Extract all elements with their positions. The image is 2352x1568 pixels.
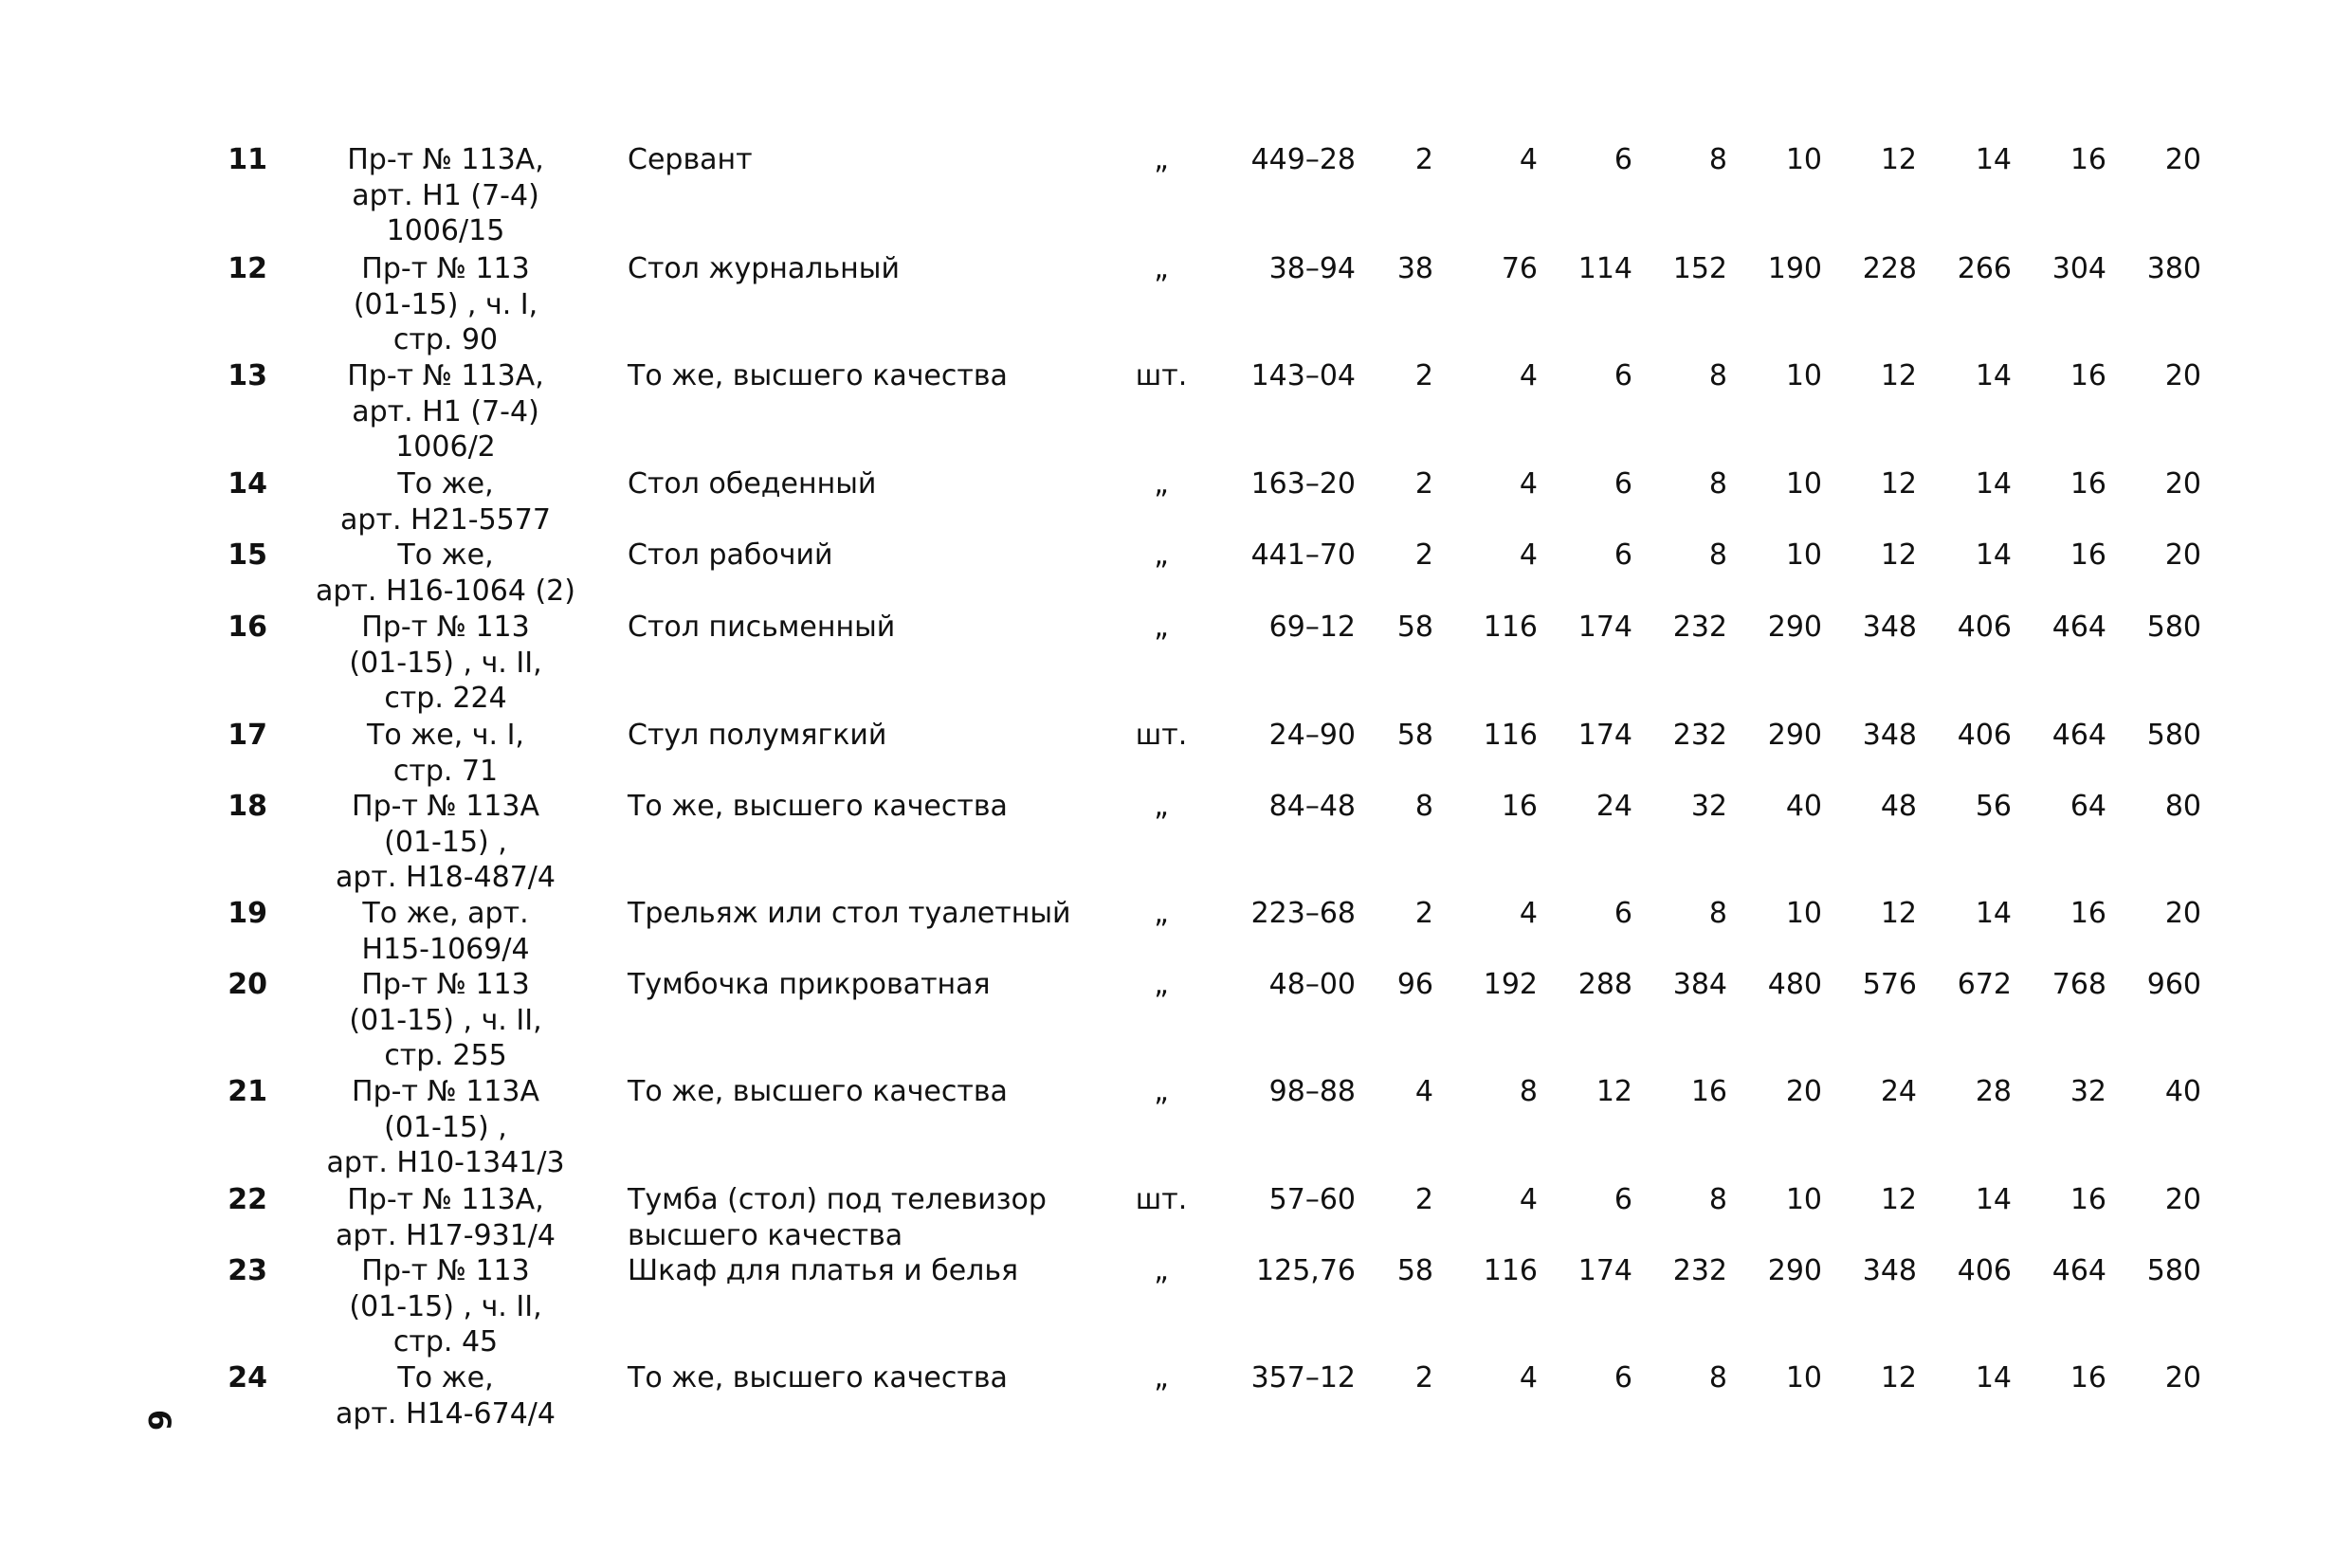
reference-cell — [303, 466, 588, 538]
quantity-cell: 14 — [1975, 143, 2012, 176]
quantity-cell: 6 — [1614, 143, 1632, 176]
price-cell: 163–20 — [1250, 467, 1356, 501]
price-cell: 57–60 — [1268, 1183, 1356, 1216]
quantity-cell: 28 — [1975, 1075, 2012, 1108]
quantity-cell: 8 — [1414, 790, 1433, 823]
quantity-cell: 232 — [1672, 719, 1727, 752]
unit-cell: „ — [1154, 252, 1169, 285]
unit-cell: „ — [1154, 611, 1169, 644]
quantity-cell: 8 — [1708, 143, 1727, 176]
reference-line: (01-15) , ч. I, — [353, 287, 538, 321]
price-cell: 357–12 — [1250, 1361, 1356, 1395]
reference-line: То же, арт. — [362, 897, 529, 930]
item-name-line: Стул полумягкий — [628, 719, 887, 752]
price-cell: 223–68 — [1250, 897, 1356, 930]
quantity-cell: 192 — [1483, 968, 1538, 1001]
quantity-cell: 14 — [1975, 1361, 2012, 1395]
reference-line: арт. Н18-487/4 — [336, 861, 556, 894]
reference-cell — [303, 538, 588, 609]
reference-line: Пр-т № 113А, — [347, 1183, 544, 1216]
item-name-cell — [628, 1074, 1083, 1110]
item-name-cell — [628, 718, 1083, 754]
quantity-cell: 14 — [1975, 1183, 2012, 1216]
item-name-line: То же, высшего качества — [628, 790, 1008, 823]
quantity-cell: 768 — [2051, 968, 2106, 1001]
quantity-cell: 232 — [1672, 1254, 1727, 1287]
quantity-cell: 58 — [1396, 719, 1433, 752]
quantity-cell: 290 — [1767, 611, 1822, 644]
quantity-cell: 20 — [2164, 897, 2201, 930]
item-name-cell — [628, 896, 1083, 932]
row-number: 22 — [228, 1183, 267, 1216]
row-number: 21 — [228, 1075, 267, 1108]
reference-cell — [303, 896, 588, 967]
quantity-cell: 6 — [1614, 359, 1632, 392]
quantity-cell: 6 — [1614, 897, 1632, 930]
row-number: 20 — [228, 968, 267, 1001]
reference-line: Пр-т № 113 — [361, 611, 530, 644]
quantity-cell: 228 — [1862, 252, 1917, 285]
price-cell: 84–48 — [1268, 790, 1356, 823]
quantity-cell: 266 — [1957, 252, 2012, 285]
quantity-cell: 32 — [1690, 790, 1727, 823]
quantity-cell: 20 — [2164, 1361, 2201, 1395]
quantity-cell: 290 — [1767, 1254, 1822, 1287]
row-number: 15 — [228, 538, 267, 572]
item-name-cell — [628, 1253, 1083, 1289]
reference-cell — [303, 358, 588, 465]
quantity-cell: 24 — [1595, 790, 1632, 823]
quantity-cell: 6 — [1614, 538, 1632, 572]
item-name-cell — [628, 142, 1083, 178]
quantity-cell: 8 — [1708, 467, 1727, 501]
item-name-line: Стол обеденный — [628, 467, 877, 501]
unit-cell: „ — [1154, 143, 1169, 176]
reference-cell — [303, 251, 588, 358]
quantity-cell: 12 — [1880, 1183, 1917, 1216]
price-cell: 449–28 — [1250, 143, 1356, 176]
quantity-cell: 12 — [1880, 538, 1917, 572]
quantity-cell: 14 — [1975, 467, 2012, 501]
reference-line: стр. 255 — [384, 1039, 507, 1072]
quantity-cell: 10 — [1785, 467, 1822, 501]
reference-cell — [303, 1253, 588, 1360]
unit-cell: „ — [1154, 1075, 1169, 1108]
reference-line: арт. Н1 (7-4) — [352, 178, 539, 212]
row-number: 17 — [228, 719, 267, 752]
quantity-cell: 76 — [1501, 252, 1538, 285]
quantity-cell: 232 — [1672, 611, 1727, 644]
item-name-cell — [628, 538, 1083, 574]
quantity-cell: 14 — [1975, 538, 2012, 572]
price-cell: 98–88 — [1268, 1075, 1356, 1108]
item-name-line: Стол рабочий — [628, 538, 833, 572]
item-name-line: высшего качества — [628, 1218, 903, 1252]
item-name-line: Тумба (стол) под телевизор — [628, 1183, 1047, 1216]
quantity-cell: 40 — [1785, 790, 1822, 823]
quantity-cell: 20 — [2164, 538, 2201, 572]
quantity-cell: 406 — [1957, 611, 2012, 644]
quantity-cell: 348 — [1862, 1254, 1917, 1287]
quantity-cell: 12 — [1595, 1075, 1632, 1108]
quantity-cell: 16 — [1690, 1075, 1727, 1108]
quantity-cell: 2 — [1414, 143, 1433, 176]
quantity-cell: 174 — [1577, 719, 1632, 752]
quantity-cell: 24 — [1880, 1075, 1917, 1108]
reference-line: арт. Н16-1064 (2) — [316, 574, 575, 608]
reference-line: То же, — [397, 467, 494, 501]
reference-line: То же, ч. I, — [367, 719, 524, 752]
reference-cell — [303, 1074, 588, 1181]
reference-cell — [303, 718, 588, 789]
row-number: 24 — [228, 1361, 267, 1395]
quantity-cell: 464 — [2051, 719, 2106, 752]
quantity-cell: 20 — [2164, 1183, 2201, 1216]
reference-line: Пр-т № 113А, — [347, 143, 544, 176]
quantity-cell: 6 — [1614, 467, 1632, 501]
reference-cell — [303, 967, 588, 1074]
quantity-cell: 10 — [1785, 1183, 1822, 1216]
quantity-cell: 16 — [1501, 790, 1538, 823]
quantity-cell: 152 — [1672, 252, 1727, 285]
unit-cell: „ — [1154, 968, 1169, 1001]
quantity-cell: 464 — [2051, 1254, 2106, 1287]
quantity-cell: 10 — [1785, 538, 1822, 572]
quantity-cell: 4 — [1519, 897, 1538, 930]
quantity-cell: 290 — [1767, 719, 1822, 752]
item-name-line: То же, высшего качества — [628, 359, 1008, 392]
item-name-line: Стол журнальный — [628, 252, 900, 285]
item-name-line: Сервант — [628, 143, 753, 176]
price-cell: 69–12 — [1268, 611, 1356, 644]
quantity-cell: 6 — [1614, 1361, 1632, 1395]
quantity-cell: 8 — [1708, 1361, 1727, 1395]
reference-line: (01-15) , ч. II, — [349, 1003, 542, 1037]
unit-cell: „ — [1154, 467, 1169, 501]
quantity-cell: 10 — [1785, 359, 1822, 392]
quantity-cell: 12 — [1880, 359, 1917, 392]
quantity-cell: 10 — [1785, 1361, 1822, 1395]
quantity-cell: 2 — [1414, 1361, 1433, 1395]
quantity-cell: 116 — [1483, 719, 1538, 752]
quantity-cell: 580 — [2146, 611, 2201, 644]
quantity-cell: 288 — [1577, 968, 1632, 1001]
item-name-cell — [628, 967, 1083, 1003]
quantity-cell: 480 — [1767, 968, 1822, 1001]
quantity-cell: 8 — [1708, 1183, 1727, 1216]
unit-cell: шт. — [1135, 719, 1188, 752]
quantity-cell: 4 — [1519, 143, 1538, 176]
quantity-cell: 16 — [2069, 359, 2106, 392]
row-number: 14 — [228, 467, 267, 501]
quantity-cell: 96 — [1396, 968, 1433, 1001]
quantity-cell: 64 — [2069, 790, 2106, 823]
quantity-cell: 20 — [2164, 143, 2201, 176]
price-cell: 143–04 — [1250, 359, 1356, 392]
reference-line: арт. Н17-931/4 — [336, 1218, 556, 1252]
quantity-cell: 56 — [1975, 790, 2012, 823]
quantity-cell: 580 — [2146, 719, 2201, 752]
quantity-cell: 380 — [2146, 252, 2201, 285]
reference-line: То же, — [397, 538, 494, 572]
reference-line: 1006/2 — [395, 430, 496, 464]
quantity-cell: 20 — [2164, 359, 2201, 392]
item-name-cell — [628, 789, 1083, 825]
quantity-cell: 16 — [2069, 1361, 2106, 1395]
reference-line: стр. 45 — [392, 1325, 499, 1358]
unit-cell: шт. — [1135, 1183, 1188, 1216]
quantity-cell: 12 — [1880, 143, 1917, 176]
reference-cell — [303, 1182, 588, 1253]
reference-line: стр. 224 — [384, 682, 507, 715]
item-name-cell — [628, 358, 1083, 394]
row-number: 18 — [228, 790, 267, 823]
quantity-cell: 4 — [1519, 1361, 1538, 1395]
quantity-cell: 58 — [1396, 611, 1433, 644]
quantity-cell: 4 — [1414, 1075, 1433, 1108]
price-cell: 38–94 — [1268, 252, 1356, 285]
quantity-cell: 10 — [1785, 143, 1822, 176]
quantity-cell: 4 — [1519, 1183, 1538, 1216]
quantity-cell: 464 — [2051, 611, 2106, 644]
unit-cell: „ — [1154, 538, 1169, 572]
quantity-cell: 8 — [1708, 359, 1727, 392]
reference-cell — [303, 1360, 588, 1431]
item-name-line: Стол письменный — [628, 611, 896, 644]
quantity-cell: 8 — [1708, 538, 1727, 572]
row-number: 13 — [228, 359, 267, 392]
reference-line: арт. Н21-5577 — [340, 502, 551, 537]
reference-line: (01-15) , — [384, 1110, 507, 1144]
row-number: 11 — [228, 143, 267, 176]
price-cell: 24–90 — [1268, 719, 1356, 752]
quantity-cell: 2 — [1414, 467, 1433, 501]
reference-cell — [303, 789, 588, 896]
unit-cell: „ — [1154, 1361, 1169, 1395]
quantity-cell: 12 — [1880, 1361, 1917, 1395]
quantity-cell: 672 — [1957, 968, 2012, 1001]
quantity-cell: 80 — [2164, 790, 2201, 823]
price-cell: 441–70 — [1250, 538, 1356, 572]
quantity-cell: 12 — [1880, 467, 1917, 501]
page-number: 6 — [141, 1409, 177, 1431]
quantity-cell: 20 — [1785, 1075, 1822, 1108]
quantity-cell: 14 — [1975, 897, 2012, 930]
quantity-cell: 4 — [1519, 538, 1538, 572]
item-name-line: Шкаф для платья и белья — [628, 1254, 1019, 1287]
row-number: 16 — [228, 611, 267, 644]
quantity-cell: 8 — [1519, 1075, 1538, 1108]
reference-line: (01-15) , — [384, 825, 507, 859]
reference-line: (01-15) , ч. II, — [349, 1289, 542, 1323]
quantity-cell: 10 — [1785, 897, 1822, 930]
quantity-cell: 2 — [1414, 359, 1433, 392]
quantity-cell: 116 — [1483, 1254, 1538, 1287]
quantity-cell: 2 — [1414, 897, 1433, 930]
reference-cell — [303, 142, 588, 249]
quantity-cell: 174 — [1577, 1254, 1632, 1287]
quantity-cell: 48 — [1880, 790, 1917, 823]
reference-line: стр. 71 — [392, 754, 499, 788]
reference-line: Пр-т № 113 — [361, 1254, 530, 1287]
unit-cell: „ — [1154, 790, 1169, 823]
reference-line: 1006/15 — [386, 214, 505, 247]
item-name-line: То же, высшего качества — [628, 1075, 1008, 1108]
item-name-cell — [628, 1182, 1083, 1253]
reference-line: арт. Н10-1341/3 — [326, 1146, 565, 1179]
unit-cell: „ — [1154, 1254, 1169, 1287]
row-number: 12 — [228, 252, 267, 285]
quantity-cell: 6 — [1614, 1183, 1632, 1216]
item-name-line: Тумбочка прикроватная — [628, 968, 991, 1001]
price-cell: 48–00 — [1268, 968, 1356, 1001]
quantity-cell: 32 — [2069, 1075, 2106, 1108]
quantity-cell: 16 — [2069, 467, 2106, 501]
quantity-cell: 58 — [1396, 1254, 1433, 1287]
reference-line: То же, — [397, 1361, 494, 1395]
item-name-cell — [628, 251, 1083, 287]
quantity-cell: 960 — [2146, 968, 2201, 1001]
quantity-cell: 38 — [1396, 252, 1433, 285]
quantity-cell: 114 — [1577, 252, 1632, 285]
quantity-cell: 2 — [1414, 1183, 1433, 1216]
reference-line: (01-15) , ч. II, — [349, 646, 542, 680]
quantity-cell: 190 — [1767, 252, 1822, 285]
reference-line: стр. 90 — [392, 323, 499, 356]
quantity-cell: 20 — [2164, 467, 2201, 501]
quantity-cell: 174 — [1577, 611, 1632, 644]
quantity-cell: 576 — [1862, 968, 1917, 1001]
quantity-cell: 406 — [1957, 1254, 2012, 1287]
item-name-cell — [628, 1360, 1083, 1396]
reference-line: Н15-1069/4 — [361, 932, 530, 966]
quantity-cell: 4 — [1519, 467, 1538, 501]
price-cell: 125,76 — [1256, 1254, 1356, 1287]
quantity-cell: 4 — [1519, 359, 1538, 392]
reference-line: Пр-т № 113А — [352, 1075, 539, 1108]
unit-cell: „ — [1154, 897, 1169, 930]
item-name-cell — [628, 466, 1083, 502]
item-name-line: Трельяж или стол туалетный — [628, 897, 1071, 930]
quantity-cell: 16 — [2069, 143, 2106, 176]
reference-line: Пр-т № 113 — [361, 968, 530, 1001]
quantity-cell: 12 — [1880, 897, 1917, 930]
reference-line: Пр-т № 113А, — [347, 359, 544, 392]
reference-cell — [303, 610, 588, 717]
quantity-cell: 16 — [2069, 1183, 2106, 1216]
quantity-cell: 2 — [1414, 538, 1433, 572]
quantity-cell: 580 — [2146, 1254, 2201, 1287]
quantity-cell: 348 — [1862, 719, 1917, 752]
quantity-cell: 384 — [1672, 968, 1727, 1001]
unit-cell: шт. — [1135, 359, 1188, 392]
quantity-cell: 348 — [1862, 611, 1917, 644]
quantity-cell: 40 — [2164, 1075, 2201, 1108]
row-number: 19 — [228, 897, 267, 930]
reference-line: Пр-т № 113 — [361, 252, 530, 285]
reference-line: арт. Н14-674/4 — [336, 1396, 556, 1431]
reference-line: Пр-т № 113А — [352, 790, 539, 823]
item-name-cell — [628, 610, 1083, 646]
quantity-cell: 16 — [2069, 897, 2106, 930]
quantity-cell: 116 — [1483, 611, 1538, 644]
quantity-cell: 14 — [1975, 359, 2012, 392]
row-number: 23 — [228, 1254, 267, 1287]
quantity-cell: 16 — [2069, 538, 2106, 572]
quantity-cell: 406 — [1957, 719, 2012, 752]
quantity-cell: 304 — [2051, 252, 2106, 285]
quantity-cell: 8 — [1708, 897, 1727, 930]
reference-line: арт. Н1 (7-4) — [352, 394, 539, 428]
item-name-line: То же, высшего качества — [628, 1361, 1008, 1395]
